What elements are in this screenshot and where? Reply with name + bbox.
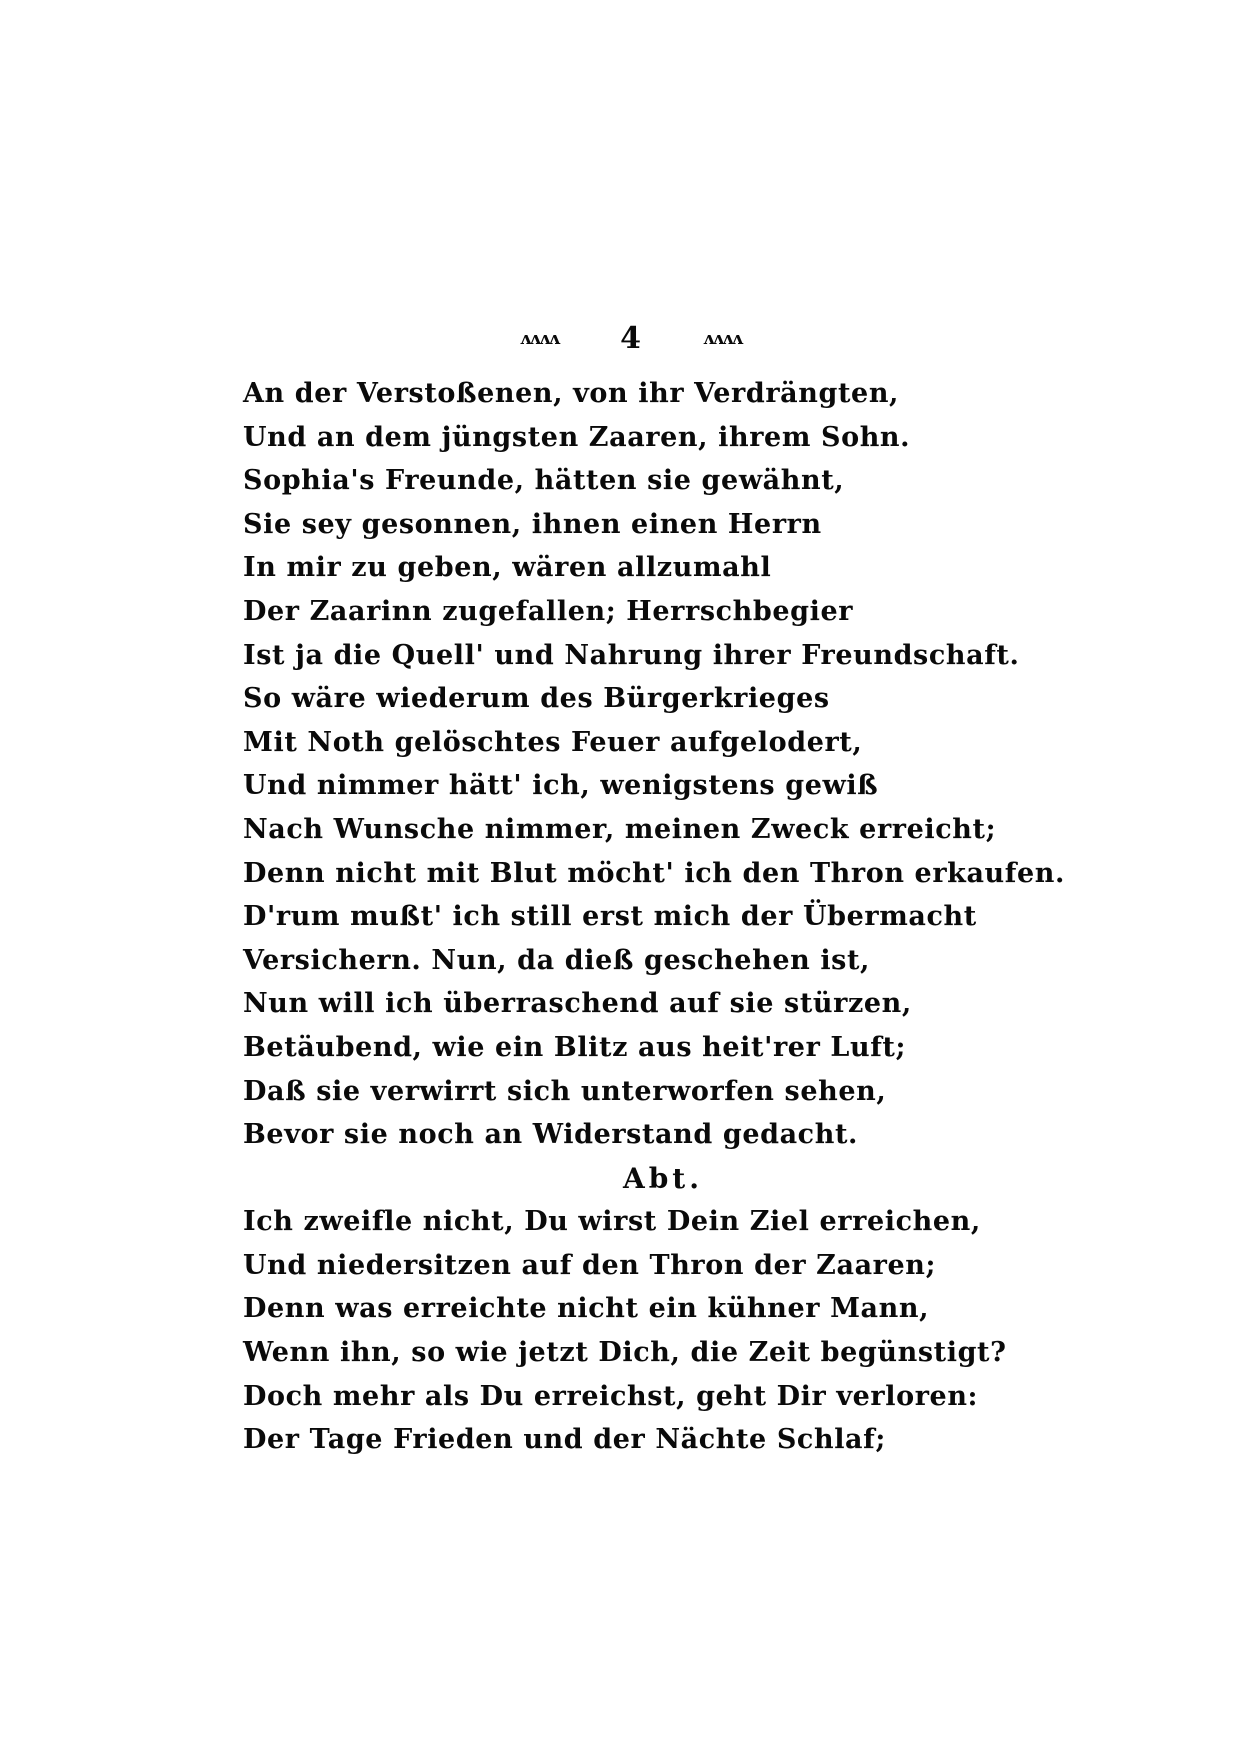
verse-line: So wäre wiederum des Bürgerkrieges — [243, 683, 830, 715]
verse-line: Daß sie verwirrt sich unterworfen sehen, — [243, 1075, 887, 1107]
verse-line: Und nimmer hätt' ich, wenigstens gewiß — [243, 770, 879, 802]
speaker-name: Abt. — [623, 1161, 703, 1195]
verse-line: Mit Noth gelöschtes Feuer aufgelodert, — [243, 726, 863, 758]
verse-line: Bevor sie noch an Widerstand gedacht. — [243, 1119, 859, 1151]
page-number: 4 — [620, 320, 641, 356]
verse-line: Sophia's Freunde, hätten sie gewähnt, — [243, 465, 845, 497]
verse-line: Denn nicht mit Blut möcht' ich den Thron erkaufen. — [243, 857, 1066, 889]
verse-line: Denn was erreichte nicht ein kühner Mann, — [243, 1293, 930, 1325]
verse-line: Wenn ihn, so wie jetzt Dich, die Zeit begünstigt? — [243, 1337, 1007, 1369]
verse-line: In mir zu geben, wären allzumahl — [243, 552, 772, 584]
verse-line: Betäubend, wie ein Blitz aus heit'rer Luft; — [243, 1031, 907, 1063]
verse-line: Doch mehr als Du erreichst, geht Dir verloren: — [243, 1380, 979, 1412]
verse-line: An der Verstoßenen, von ihr Verdrängten, — [243, 378, 900, 409]
verse-line: Ist ja die Quell' und Nahrung ihrer Freundschaft. — [243, 639, 1020, 671]
verse-block — [243, 372, 1066, 1462]
verse-line: Nach Wunsche nimmer, meinen Zweck erreicht; — [243, 813, 997, 845]
verse-line: Nun will ich überraschend auf sie stürzen, — [243, 988, 912, 1020]
right-ornament: ʌʌʌʌ — [702, 327, 742, 349]
verse-line: Der Tage Frieden und der Nächte Schlaf; — [243, 1424, 886, 1456]
verse-line: Der Zaarinn zugefallen; Herrschbegier — [243, 595, 854, 627]
verse-line: Versichern. Nun, da dieß geschehen ist, — [243, 944, 871, 976]
verse-line: D'rum mußt' ich still erst mich der Übermacht — [243, 901, 977, 933]
verse-line: Sie sey gesonnen, ihnen einen Herrn — [243, 508, 822, 540]
page-header — [0, 318, 1241, 358]
left-ornament: ʌʌʌʌ — [519, 327, 559, 349]
verse-line: Und an dem jüngsten Zaaren, ihrem Sohn. — [243, 421, 911, 453]
verse-line: Ich zweifle nicht, Du wirst Dein Ziel erreichen, — [243, 1206, 981, 1238]
verse-line: Und niedersitzen auf den Thron der Zaaren; — [243, 1249, 937, 1281]
